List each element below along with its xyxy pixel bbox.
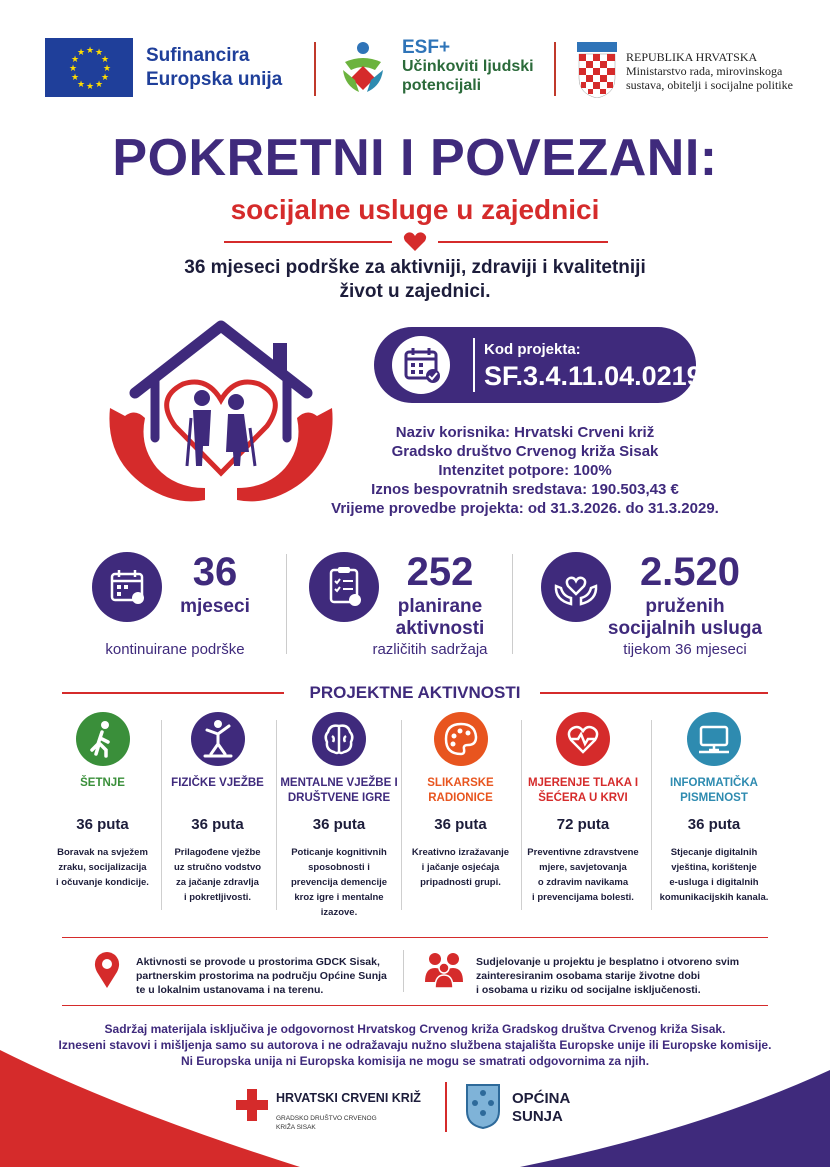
svg-text:★: ★ <box>77 48 86 58</box>
esf-text: ESF+ Učinkoviti ljudski potencijali <box>402 37 534 94</box>
location-note: Aktivnosti se provode u prostorima GDCK Sisak, partnerskim prostorima na području Općine Sunja te u lokalnim ustanovama i na terenu. <box>136 956 387 996</box>
stat-months-label: mjeseci <box>180 596 250 617</box>
activity-divider <box>521 720 522 910</box>
decorative-line-right <box>438 241 608 243</box>
stat-activities-sub: različitih sadržaja <box>372 641 488 658</box>
page-subtitle: socijalne usluge u zajednici <box>230 194 600 225</box>
activity-physical-exercise: FIZIČKE VJEŽBE 36 puta Prilagođene vježbe uz stručno vodstvo za jačanje zdravlja i pokretljivosti. <box>160 712 275 905</box>
decorative-line-left <box>224 241 392 243</box>
activity-blood-pressure: MJERENJE TLAKA I ŠEĆERA U KRVI 72 puta Preventivne zdravstvene mjere, savjetovanja o zdravim navikama i prevencijama bolesti. <box>523 712 643 905</box>
notes-top-line <box>62 937 768 938</box>
project-code-label: Kod projekta: <box>484 341 581 358</box>
svg-text:★: ★ <box>77 80 86 90</box>
participation-note: Sudjelovanje u projektu je besplatno i otvoreno svim zainteresiranim osobama starije životne dobi i osobama u riziku od socijalne isključenosti. <box>476 956 740 996</box>
notes-divider <box>403 950 404 992</box>
svg-text:★: ★ <box>71 55 80 65</box>
activity-divider <box>401 720 402 910</box>
red-cross-sub: GRADSKO DRUŠTVO CRVENOG KRIŽA SISAK <box>276 1115 377 1131</box>
checklist-icon <box>309 552 379 622</box>
stat-services-sub: tijekom 36 mjeseci <box>623 641 747 658</box>
intro-text: 36 mjeseci podrške za aktivniji, zdraviji i kvalitetniji život u zajednici. <box>184 257 646 302</box>
project-info: Naziv korisnika: Hrvatski Crveni križ Gradsko društvo Crvenog križa Sisak Intenzitet potpore: 100% Iznos bespovratnih sredstava: 190.503,43 € Vrijeme provedbe projekta: od 31.3.2026. do 31.3.2029. <box>331 424 719 517</box>
activity-digital-literacy: INFORMATIČKA PISMENOST 36 puta Stjecanje digitalnih vještina, korištenje e-usluga i digitalnih komunikacijskih kanala. <box>655 712 773 905</box>
sunja-coat-of-arms-icon <box>465 1083 501 1129</box>
stat-activities-label: planirane aktivnosti <box>395 596 485 639</box>
people-group-icon <box>424 950 464 988</box>
location-pin-icon <box>92 950 122 990</box>
stat-activities-number: 252 <box>406 550 474 594</box>
svg-text:★: ★ <box>86 82 95 92</box>
stat-months-sub: kontinuirane podrške <box>105 641 245 658</box>
stat-services-number: 2.520 <box>639 550 741 594</box>
svg-text:★: ★ <box>69 64 78 74</box>
stat-divider <box>286 554 287 654</box>
stat-services-label: pruženih socijalnih usluga <box>607 596 763 639</box>
eu-cofinanced-text: Sufinancira Europska unija <box>146 45 283 90</box>
eu-flag-logo <box>45 38 133 97</box>
svg-text:★: ★ <box>103 64 112 74</box>
disclaimer: Sadržaj materijala isključiva je odgovornost Hrvatskog Crvenog križa Gradskog društva Crvenog križa Sisak. Izneseni stavovi i mišljenja samo su autorova i ne odražavaju nužno službena stajališta Europske unije ili Europske komisije. Ni Europska unija ni Europska komisija ne mogu se smatrati odgovornima za njih. <box>58 1022 772 1068</box>
walking-icon <box>76 712 130 766</box>
activity-walks: ŠETNJE 36 puta Boravak na svježem zraku, socijalizacija i očuvanje kondicije. <box>45 712 160 890</box>
page-title: POKRETNI I POVEZANI: <box>112 129 718 187</box>
croatian-coat-of-arms-icon <box>575 42 619 98</box>
svg-text:★: ★ <box>101 73 110 83</box>
svg-text:★: ★ <box>101 55 110 65</box>
ministry-text: REPUBLIKA HRVATSKA Ministarstvo rada, mirovinskoga sustava, obitelji i socijalne politike <box>626 50 793 92</box>
heart-icon <box>403 232 427 252</box>
red-cross-icon <box>236 1089 268 1121</box>
footer-divider <box>445 1082 447 1132</box>
pill-divider <box>473 338 475 392</box>
exercise-icon <box>191 712 245 766</box>
notes-bottom-line <box>62 1005 768 1006</box>
header-divider-2 <box>554 42 556 96</box>
esf-logo-icon <box>335 40 391 96</box>
svg-text:★: ★ <box>71 73 80 83</box>
monitor-icon <box>687 712 741 766</box>
red-cross-name: HRVATSKI CRVENI KRIŽ <box>276 1091 421 1105</box>
stat-divider-2 <box>512 554 513 654</box>
svg-text:★: ★ <box>86 46 95 56</box>
svg-text:★: ★ <box>95 48 104 58</box>
activities-title: PROJEKTNE AKTIVNOSTI <box>309 683 521 702</box>
brain-icon <box>312 712 366 766</box>
header-divider <box>314 42 316 96</box>
heartbeat-icon <box>556 712 610 766</box>
calendar-check-icon <box>392 336 450 394</box>
activity-divider <box>651 720 652 910</box>
municipality-name: OPĆINA SUNJA <box>512 1090 571 1125</box>
activity-mental-exercise: MENTALNE VJEŽBE I DRUŠTVENE IGRE 36 puta Poticanje kognitivnih sposobnosti i prevencija demencije kroz igre i mentalne izazove. <box>280 712 398 920</box>
stat-months-number: 36 <box>192 550 238 594</box>
activity-divider <box>276 720 277 910</box>
calendar-icon <box>92 552 162 622</box>
svg-text:★: ★ <box>95 80 104 90</box>
project-code-value: SF.3.4.11.04.0219 <box>484 361 702 391</box>
palette-icon <box>434 712 488 766</box>
activity-painting: SLIKARSKE RADIONICE 36 puta Kreativno izražavanje i jačanje osjećaja pripadnosti grupi. <box>403 712 518 890</box>
